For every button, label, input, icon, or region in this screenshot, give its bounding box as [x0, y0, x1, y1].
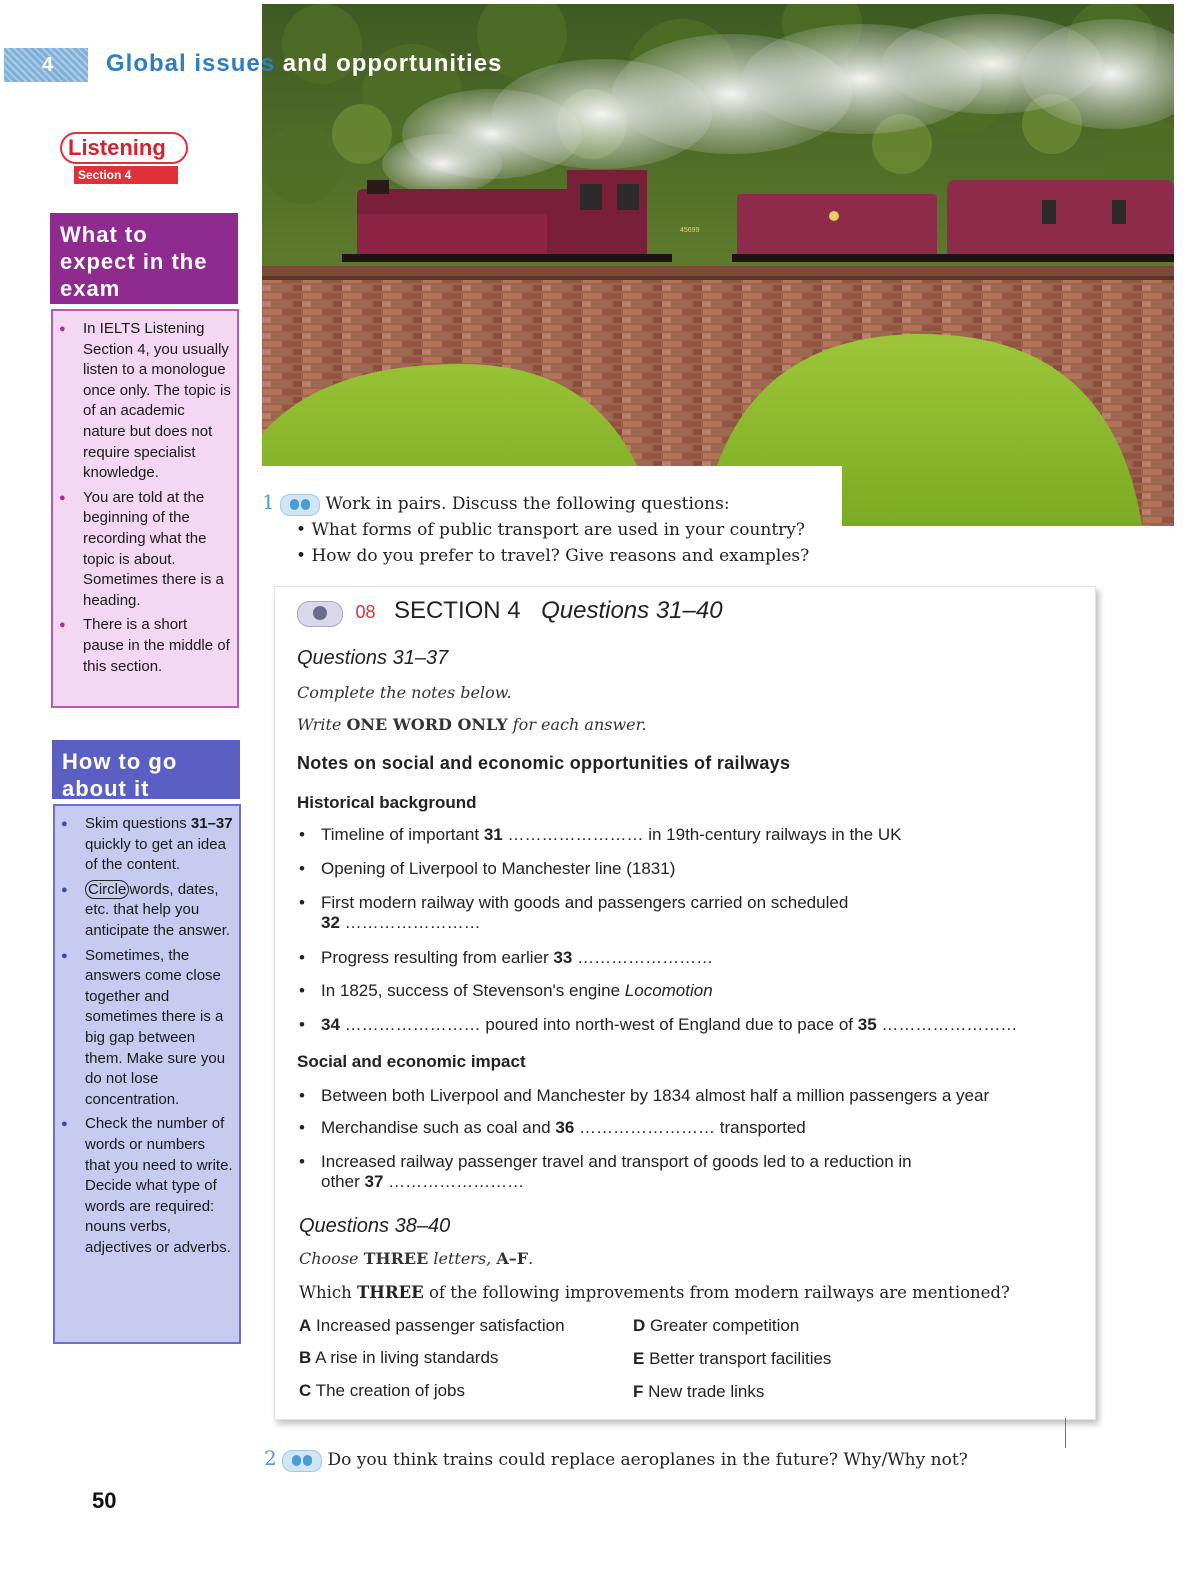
question-number: 33: [553, 948, 573, 967]
answer-gap-35[interactable]: ……………………: [876, 1015, 1018, 1034]
discussion-number: 1: [262, 490, 275, 514]
note-31: • Timeline of important 31 …………………… in 19th-century railways in the UK: [299, 825, 902, 844]
instr-text: Choose: [299, 1249, 364, 1268]
option-letter: D: [633, 1316, 646, 1335]
instr-text: for each answer.: [507, 715, 647, 734]
listening-tab: Listening: [60, 132, 188, 164]
howto-box-title: How to go about it: [52, 740, 240, 799]
howto-item: [85, 880, 233, 942]
howto-item: [85, 814, 233, 876]
instruction-choose: [299, 1249, 533, 1268]
note-text: transported: [715, 1118, 806, 1137]
option-letter: B: [299, 1348, 312, 1367]
question-number: 32: [321, 913, 340, 932]
note-text: Between both Liverpool and Manchester by 1834 almost half a million passengers a year: [321, 1086, 990, 1105]
instr-bold: ONE WORD ONLY: [346, 715, 508, 734]
expect-item: ● In IELTS Listening Section 4, you usually listen to a monologue once only. The topic is of an academic nature but does not require specialist knowledge.: [83, 319, 231, 484]
track-number: 08: [355, 602, 376, 622]
note-text: Opening of Liverpool to Manchester line (1831): [321, 859, 676, 878]
discussion-2: [264, 1446, 968, 1472]
answer-gap-36[interactable]: ……………………: [574, 1118, 716, 1137]
unit-title: [106, 50, 502, 78]
expect-item: ● You are told at the beginning of the recording what the topic is about. Sometimes there is a heading.: [83, 488, 231, 612]
option-f[interactable]: [633, 1382, 764, 1402]
answer-gap-31[interactable]: ……………………: [502, 825, 644, 844]
option-d[interactable]: [633, 1316, 799, 1336]
note-33: • Progress resulting from earlier 33 ……………………: [299, 948, 714, 967]
discussion-number: 2: [264, 1446, 277, 1470]
which-three-question: [299, 1283, 1010, 1302]
answer-gap-34[interactable]: ……………………: [339, 1015, 481, 1034]
pair-work-icon: [280, 494, 320, 516]
unit-title-rest: and opportunities: [275, 50, 503, 77]
howto-box: [53, 804, 241, 1344]
note-liverpool-line: • Opening of Liverpool to Manchester line (1831): [299, 859, 1079, 879]
steam-train-photo: [262, 4, 1174, 526]
pair-work-icon: [282, 1450, 322, 1472]
option-letter: F: [633, 1382, 644, 1401]
note-text: poured into north-west of England due to pace of: [480, 1015, 858, 1034]
question-number: 34: [321, 1015, 340, 1034]
question-bold: THREE: [356, 1283, 424, 1302]
circled-word: Circle: [85, 880, 129, 899]
expect-box-title: What to expect in the exam: [50, 213, 238, 304]
option-a[interactable]: [299, 1316, 565, 1336]
questions-range: Questions 31–40: [541, 597, 723, 624]
option-c[interactable]: [299, 1381, 465, 1401]
note-37: • Increased railway passenger travel and transport of goods led to a reduction in other 37 ……………………: [299, 1152, 1079, 1192]
audio-cd-icon: [297, 601, 343, 627]
note-locomotion: • In 1825, success of Stevenson's engine Locomotion: [299, 981, 713, 1000]
page-number: 50: [92, 1488, 117, 1513]
note-32: • First modern railway with goods and passengers carried on scheduled 32 ……………………: [299, 893, 1079, 933]
social-economic-heading: Social and economic impact: [297, 1052, 526, 1071]
unit-number-badge: [4, 48, 88, 82]
option-text: A rise in living standards: [315, 1348, 499, 1367]
section-header: [297, 597, 723, 627]
option-e[interactable]: [633, 1349, 831, 1369]
instr-bold: A–F: [496, 1249, 529, 1268]
discussion-prompt: Work in pairs. Discuss the following questions:: [325, 494, 730, 514]
note-passengers: • Between both Liverpool and Manchester by 1834 almost half a million passengers a year: [299, 1086, 1089, 1106]
note-text: Merchandise such as coal and: [321, 1118, 556, 1137]
option-text: The creation of jobs: [315, 1381, 466, 1400]
discussion-question: How do you prefer to travel? Give reasons and examples?: [311, 545, 810, 566]
discussion-prompt: Do you think trains could replace aeroplanes in the future? Why/Why not?: [327, 1450, 968, 1470]
option-text: Greater competition: [650, 1316, 800, 1335]
question-number: 37: [364, 1172, 384, 1191]
expect-item: ● There is a short pause in the middle of this section.: [83, 615, 231, 677]
note-text: In 1825, success of Stevenson's engine: [321, 981, 625, 1000]
question-number: 36: [555, 1118, 575, 1137]
instr-text: letters,: [428, 1249, 497, 1268]
note-text: other: [321, 1172, 365, 1191]
option-text: New trade links: [648, 1382, 765, 1401]
note-34-35: • 34 …………………… poured into north-west of England due to pace of 35 ……………………: [299, 1015, 1018, 1034]
discussion-question: What forms of public transport are used in your country?: [311, 519, 806, 540]
question-number: 35: [857, 1015, 877, 1034]
howto-item: ● Check the number of words or numbers that you need to write. Decide what type of words are required: nouns verbs, adjectives or adverbs.: [85, 1114, 233, 1258]
note-36: • Merchandise such as coal and 36 …………………… transported: [299, 1118, 806, 1137]
instr-text: Write: [297, 715, 347, 734]
note-text: in 19th-century railways in the UK: [643, 825, 902, 844]
option-letter: A: [299, 1316, 312, 1335]
howto-text: quickly to get an idea of the content.: [85, 835, 226, 874]
instruction-word-limit: [297, 715, 647, 734]
option-text: Better transport facilities: [649, 1349, 832, 1368]
howto-list: [55, 806, 239, 1258]
note-text: Timeline of important: [321, 825, 484, 844]
answer-gap-32[interactable]: ……………………: [339, 913, 481, 932]
unit-title-colored: Global issues: [106, 50, 276, 77]
expect-list: [53, 311, 237, 677]
expect-box: [51, 309, 239, 708]
instr-text: .: [528, 1249, 534, 1268]
answer-gap-33[interactable]: ……………………: [572, 948, 714, 967]
instr-bold: THREE: [363, 1249, 429, 1268]
note-text: Increased railway passenger travel and transport of goods led to a reduction in: [321, 1152, 912, 1171]
section-4-card: [274, 586, 1096, 1420]
answer-gap-37[interactable]: ……………………: [383, 1172, 525, 1191]
historical-background-heading: Historical background: [297, 793, 477, 812]
questions-38-40-heading: Questions 38–40: [299, 1215, 451, 1237]
option-letter: E: [633, 1349, 645, 1368]
note-text: Progress resulting from earlier: [321, 948, 554, 967]
discussion-1: 1 Work in pairs. Discuss the following questions: • What forms of public transport are used in your country? • How do you prefer to travel? Give reasons and examples?: [262, 490, 810, 566]
instruction-complete: Complete the notes below.: [297, 683, 512, 702]
howto-text: Skim questions: [85, 815, 191, 832]
notes-title: Notes on social and economic opportunities of railways: [297, 753, 791, 773]
option-b[interactable]: [299, 1348, 498, 1368]
option-text: Increased passenger satisfaction: [316, 1316, 565, 1335]
locomotive-number: 45699: [680, 227, 700, 234]
option-letter: C: [299, 1381, 312, 1400]
unit-number: 4: [42, 54, 54, 76]
section-tag: Section 4: [74, 166, 178, 184]
question-text: of the following improvements from modern railways are mentioned?: [423, 1283, 1010, 1302]
question-number: 31: [483, 825, 503, 844]
note-text: First modern railway with goods and passengers carried on scheduled: [321, 893, 849, 912]
question-text: Which: [299, 1283, 357, 1302]
howto-item: ● Sometimes, the answers come close together and sometimes there is a big gap between them. Make sure you do not lose concentration.: [85, 946, 233, 1111]
questions-31-37-heading: Questions 31–37: [297, 647, 449, 669]
howto-question-range: 31–37: [190, 815, 233, 832]
divider: [1065, 1418, 1066, 1448]
howto-text: words, dates, etc. that help you anticipate the answer.: [85, 880, 231, 939]
section-label: SECTION 4: [393, 597, 521, 624]
engine-name: Locomotion: [624, 981, 713, 1000]
